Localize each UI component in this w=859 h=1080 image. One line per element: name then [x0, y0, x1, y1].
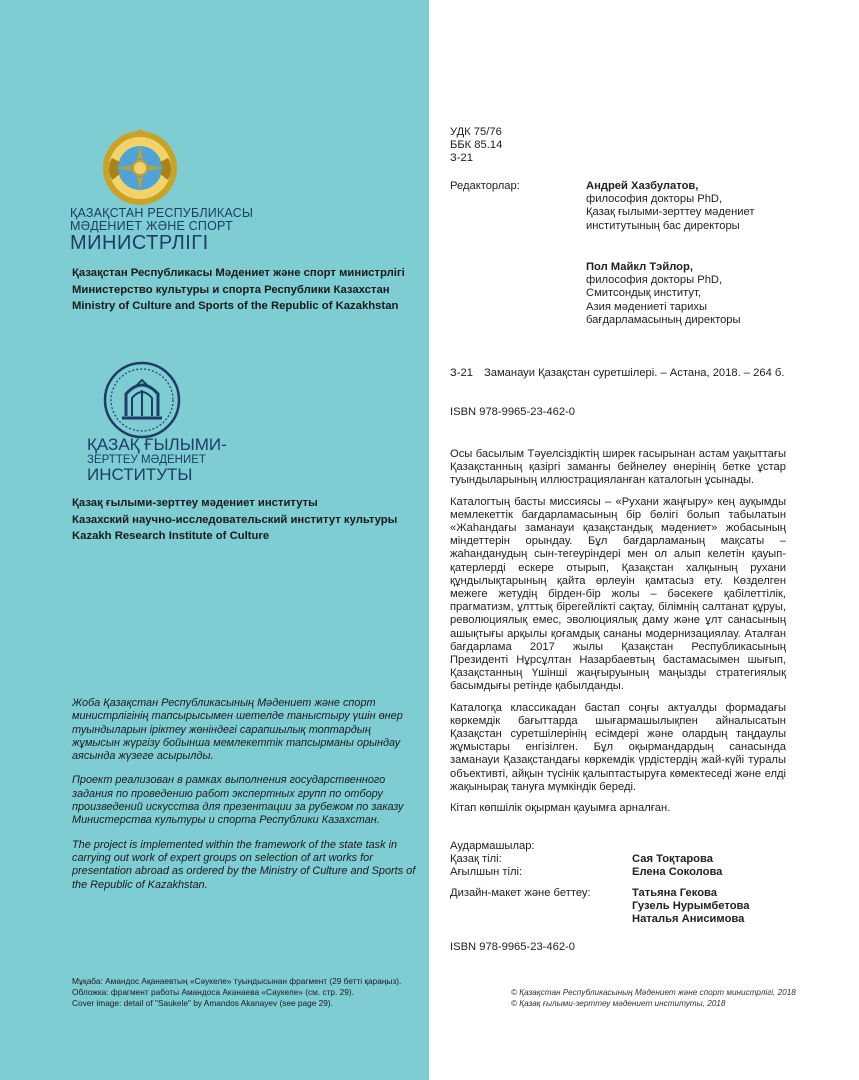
ministry-logo-line2: МӘДЕНИЕТ ЖӘНЕ СПОРТ — [70, 219, 233, 234]
ministry-logo-line1: ҚАЗАҚСТАН РЕСПУБЛИКАСЫ — [70, 206, 254, 220]
translators — [450, 840, 790, 880]
project-note-en: The project is implemented within the framework of the state task in carrying out work of expert groups on selection of art works for presentation abroad as ordered by the Ministry of Culture and Sports of the Republic of Kazakhstan. — [72, 838, 416, 891]
editor-2-line: бағдарламасының директоры — [586, 313, 741, 326]
catalog-code: З-21 — [450, 367, 473, 379]
institute-name-kz: Қазақ ғылыми-зерттеу мәдениет институты — [72, 497, 318, 509]
translator-language: Ағылшын тілі: — [450, 866, 523, 879]
institute-logo-line1: ҚАЗАҚ ҒЫЛЫМИ- — [87, 435, 227, 454]
catalog-entry — [450, 367, 784, 380]
isbn-top: ISBN 978-9965-23-462-0 — [450, 406, 576, 418]
ministry-name-kz: Қазақстан Республикасы Мәдениет және спорт министрлігі — [72, 267, 405, 279]
isbn-bottom: ISBN 978-9965-23-462-0 — [450, 941, 576, 953]
annotation-paragraph: Каталогтың басты миссиясы – «Рухани жаңғыру» кең ауқымды мемлекеттік бағдарламасының бір бөлігі болып табылатын «Жаһандағы заманауи қазақстандық мәдениет» жобасының міндеттерін орындау. Бұл бағдарламаның мақсаты – жаһанданудың сын-тегеуріндері мен ол алып келетін қауып-қатерлерді ескере отырып, Қазақстан халқының рухани құндылықтарының қайта өрлеуін қамтасыз ету. Көзделген межеге жетудің бірден-бір жолы – бәсекеге қабілеттілік, прагматизм, ұлттық бірегейлікті сақтау, білімнің салтанат құруы, революциялық емес, эволюциялық даму және ұлт санасының ашықтығы арқылы қоғамдық сананы модернизациялау. Аталған бағдарлама 2017 жылы Қазақстан Республикасының Президенті Нұрсұлтан Назарбаевтың бастамасымен шығып, Қазақстанның Үшінші жаңғыруының маңызды стратегиялық басымдығы ретінде қабылданды. — [450, 495, 786, 693]
editor-2-line: философия докторы PhD, — [586, 274, 723, 287]
design-label: Дизайн-макет және беттеу: — [450, 887, 591, 899]
editor-1 — [586, 180, 755, 233]
cover-note-ru: Обложка: фрагмент работы Амандоса Аканаева «Саукеле» (см. стр. 29). — [72, 987, 354, 997]
left-panel — [0, 0, 429, 1080]
editor-1-line: институтының бас директоры — [586, 219, 740, 232]
ministry-name-ru: Министерство культуры и спорта Республики Казахстан — [72, 283, 390, 296]
designer-name: Татьяна Гекова — [632, 887, 717, 899]
ministry-names — [72, 265, 405, 315]
cover-note-en: Cover image: detail of "Saukele" by Amandos Akanayev (see page 29). — [72, 998, 333, 1008]
designer-names — [632, 887, 750, 927]
project-note-ru: Проект реализован в рамках выполнения государственного задания по проведению работ экспертных групп по отбору произведений искусства для презентации за рубежом по заказу Министерства культуры и спорта Республики Казахстан. — [72, 774, 404, 827]
catalog-description: Заманауи Қазақстан суретшілері. – Астана, 2018. – 264 б. — [484, 367, 785, 379]
project-notes — [72, 697, 417, 903]
editor-2-line: Азия мәдениеті тарихы — [586, 300, 707, 313]
annotation-paragraph: Осы басылым Тәуелсіздіктің ширек ғасырынан астам уақыттағы Қазақстанның қазіргі заманғы бейнелеу өнерінің бетке ұстар туындыларының иллюстрацияланған каталогын ұсынады. — [450, 448, 786, 487]
translators-label: Аудармашылар: — [450, 840, 535, 852]
annotation-paragraph: Каталогқа классикадан бастап соңғы актуалды формадағы көркемдік бағыттарда шығармашылықпен айналысатын Қазақстан суретшілерінің есімдері және олардың таңдаулы жұмыстары енгізілген. Бұл оқырмандардың санасында заманауи Қазақстандағы көркемдік үрдістердің жай-күйі туралы объективті, айқын түсінік қалыптастыруға көмектеседі және елді жақынырақ тануға мүмкіндік береді. — [450, 701, 786, 793]
institute-logo-text — [87, 436, 227, 484]
author-code: З-21 — [450, 152, 473, 165]
cover-note-kz: Мұқаба: Амандос Ақанаевтың «Сәукеле» туындысынан фрагмент (29 бетті қараңыз). — [72, 976, 402, 986]
ministry-logo-text — [70, 207, 253, 254]
institute-logo-line3: ИНСТИТУТЫ — [87, 464, 193, 484]
classification-codes — [450, 126, 502, 166]
institute-names — [72, 495, 397, 545]
institute-emblem-icon — [102, 360, 182, 440]
designer-name: Наталья Анисимова — [632, 913, 745, 926]
ministry-logo-line3: МИНИСТРЛІГІ — [70, 232, 209, 255]
copyright-line: © Қазақстан Республикасының Мәдениет және спорт министрлігі, 2018 — [511, 988, 796, 997]
ministry-name-en: Ministry of Culture and Sports of the Republic of Kazakhstan — [72, 300, 399, 312]
designer-name: Гузель Нурымбетова — [632, 900, 750, 913]
editor-1-line: философия докторы PhD, — [586, 193, 723, 206]
institute-logo-line2: ЗЕРТТЕУ МӘДЕНИЕТ — [87, 453, 206, 466]
state-emblem-icon — [100, 128, 180, 208]
udc-code: УДК 75/76 — [450, 126, 502, 138]
institute-name-ru: Казахский научно-исследовательский институт культуры — [72, 513, 398, 526]
editor-2-line: Смитсондық институт, — [586, 287, 701, 300]
copyright-line: © Қазақ ғылыми-зерттеу мәдениет институты, 2018 — [511, 998, 726, 1008]
editor-2 — [586, 261, 741, 327]
annotation-text — [450, 448, 786, 823]
copyright — [511, 988, 796, 1009]
editor-1-line: Қазақ ғылыми-зерттеу мәдениет — [586, 206, 755, 219]
project-note-kz: Жоба Қазақстан Республикасының Мәдениет және спорт министрлігінің тапсырысымен шетелде таныстыру үшін өнер туындыларын іріктеу жөніндегі сарапшылық топтардың жұмысын жүргізу бойынша мемлекеттік тапсырманы орындау аясында жүзеге асырылды. — [72, 697, 403, 763]
editor-1-name: Андрей Хазбулатов, — [586, 180, 699, 192]
translator-name: Сая Тоқтарова — [632, 853, 713, 866]
bbk-code: ББК 85.14 — [450, 139, 503, 152]
editor-2-name: Пол Майкл Тэйлор, — [586, 261, 693, 273]
translator-language: Қазақ тілі: — [450, 853, 502, 866]
institute-name-en: Kazakh Research Institute of Culture — [72, 530, 270, 542]
translator-name: Елена Соколова — [632, 866, 723, 879]
cover-notes — [72, 976, 401, 1009]
annotation-paragraph: Кітап көпшілік оқырман қауымға арналған. — [450, 802, 671, 815]
editors-label: Редакторлар: — [450, 180, 520, 192]
